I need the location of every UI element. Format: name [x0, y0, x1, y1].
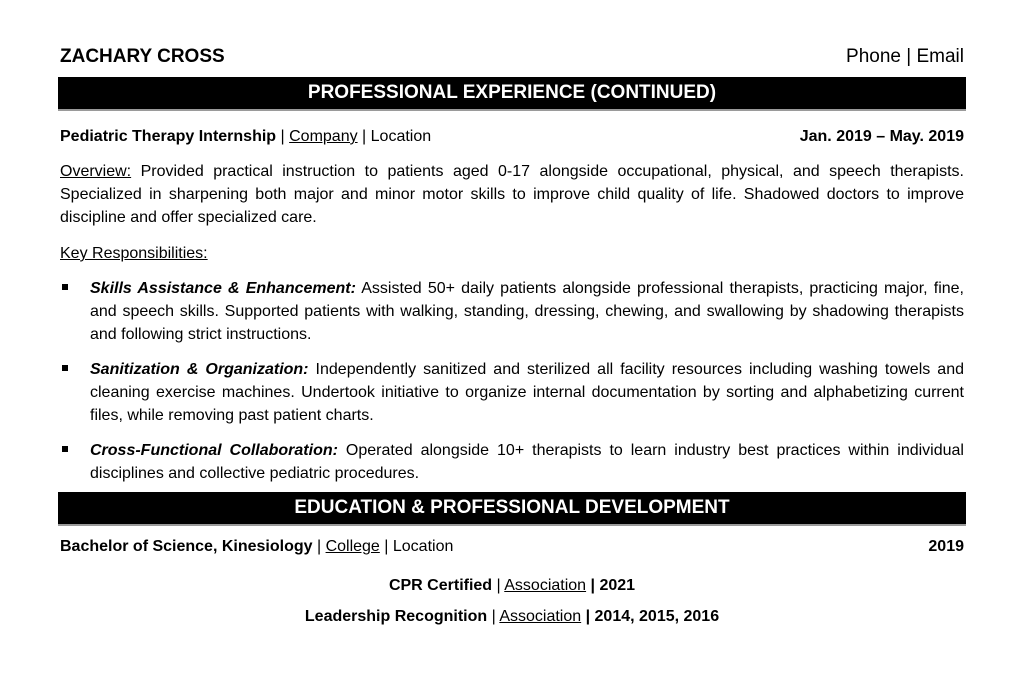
recognition-org: Association [499, 608, 582, 625]
job-title: Pediatric Therapy Internship [60, 128, 277, 145]
certification-years: 2021 [599, 577, 636, 594]
list-item [60, 439, 964, 485]
candidate-name: ZACHARY CROSS [60, 46, 225, 67]
job-line [60, 128, 431, 146]
company-name: Company [289, 128, 358, 145]
certification-name: CPR Certified [388, 577, 493, 594]
graduation-year: 2019 [928, 538, 964, 555]
square-bullet-icon [62, 446, 68, 452]
job-header [60, 128, 964, 146]
list-item [60, 277, 964, 346]
bullet-label: Cross-Functional Collaboration: [90, 442, 338, 459]
separator: | [312, 538, 326, 555]
bullet-text: Operated alongside 10+ therapists to learn industry best practices within individual disciplines and collective pediatric procedures. [90, 442, 964, 482]
list-item [60, 358, 964, 427]
separator: | [492, 577, 505, 594]
contact-info: Phone | Email [846, 46, 964, 67]
job-dates: Jan. 2019 – May. 2019 [799, 128, 964, 145]
bullet-text: Assisted 50+ daily patients alongside professional therapists, practicing major, fine, and speech skills. Supported patients with walking, standing, dressing, chewing, and swallowing by shadowing therapists and following strict instructions. [90, 280, 964, 343]
separator: | [586, 577, 600, 594]
separator: | [581, 608, 595, 625]
bullet-label: Skills Assistance & Enhancement: [90, 280, 356, 297]
overview-paragraph [60, 160, 964, 229]
square-bullet-icon [62, 284, 68, 290]
recognition-line [60, 608, 964, 626]
degree-info [60, 538, 453, 556]
separator: | [276, 128, 290, 145]
separator: | [379, 538, 393, 555]
resume-header [60, 46, 964, 68]
degree-name: Bachelor of Science, Kinesiology [60, 538, 313, 555]
separator: | [487, 608, 500, 625]
bullet-text: Independently sanitized and sterilized all facility resources including washing towels and cleaning exercise machines. Undertook initiative to organize internal documentation by sorting and alphabetizing current files, while removing past patient charts. [90, 361, 964, 424]
certification-org: Association [504, 577, 587, 594]
recognition-name: Leadership Recognition [304, 608, 488, 625]
responsibility-list [60, 277, 964, 497]
overview-text: Provided practical instruction to patients aged 0-17 alongside occupational, physical, and speech therapists. Specialized in sharpening both major and minor motor skills to improve child quality of life. Shadowed doctors to improve discipline and offer specialized care. [60, 163, 964, 226]
school-name: College [325, 538, 380, 555]
certification-line [60, 577, 964, 595]
overview-label: Overview: [60, 163, 132, 180]
section-heading-education: EDUCATION & PROFESSIONAL DEVELOPMENT [58, 492, 966, 524]
section-heading-experience: PROFESSIONAL EXPERIENCE (CONTINUED) [58, 77, 966, 109]
key-responsibilities-label: Key Responsibilities: [60, 245, 208, 262]
degree-line [60, 538, 964, 556]
bullet-label: Sanitization & Organization: [90, 361, 309, 378]
square-bullet-icon [62, 365, 68, 371]
recognition-years: 2014, 2015, 2016 [594, 608, 720, 625]
school-location: Location [392, 538, 454, 555]
separator: | [357, 128, 371, 145]
job-location: Location [370, 128, 432, 145]
